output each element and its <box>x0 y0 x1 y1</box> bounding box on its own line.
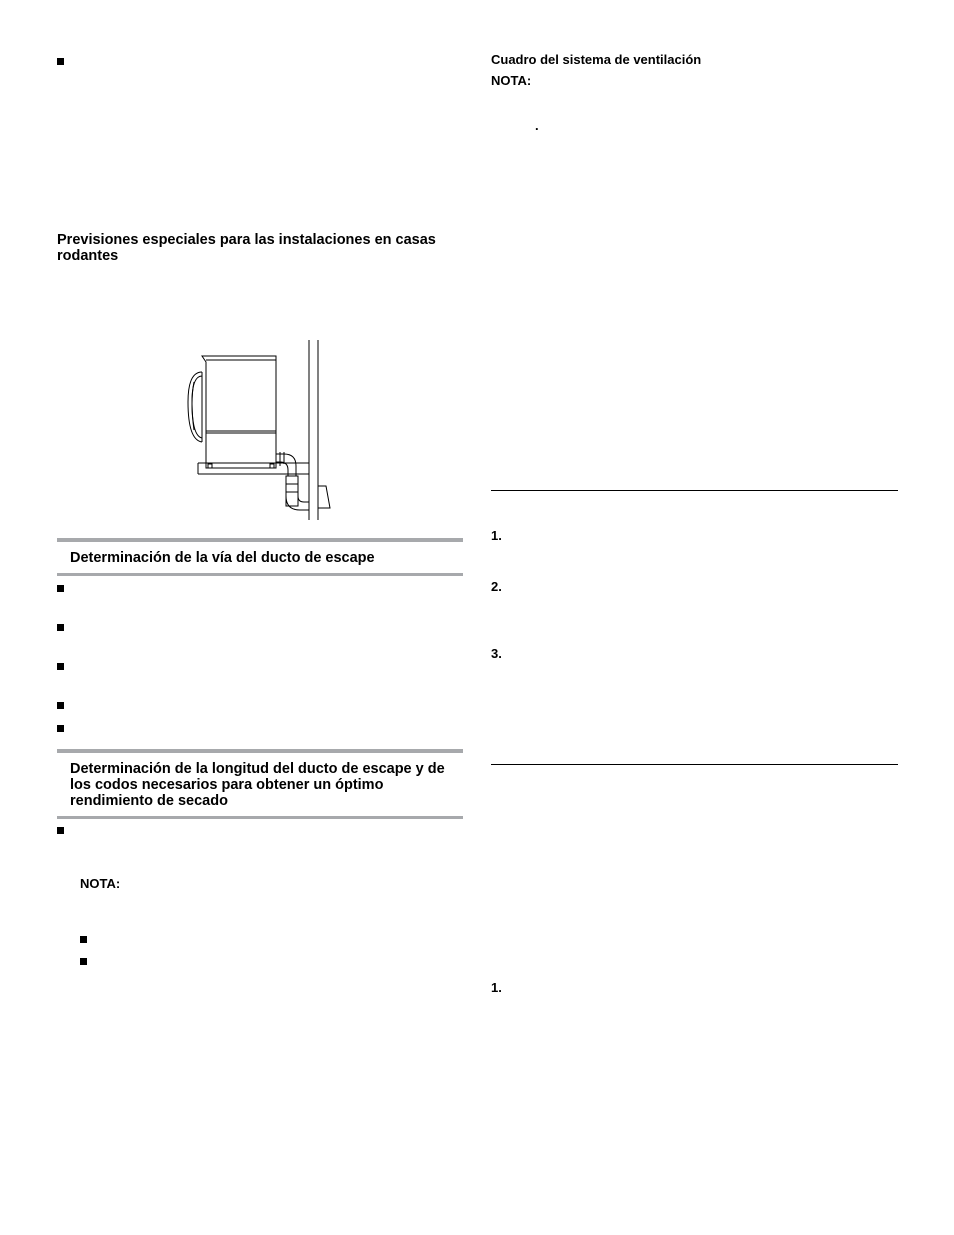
length-section-header <box>57 749 463 819</box>
mobile-home-heading: Previsiones especiales para las instalaciones en casas rodantes <box>57 232 436 264</box>
mobile-home-dryer-illustration <box>180 336 340 522</box>
step-number-2: 2. <box>491 579 502 594</box>
bullet-marker <box>57 702 64 709</box>
vent-chart-heading: Cuadro del sistema de ventilación <box>491 52 702 67</box>
route-section-header <box>57 538 463 576</box>
bullet-marker <box>57 827 64 834</box>
bullet-marker <box>80 936 87 943</box>
dot-mark: . <box>535 118 539 133</box>
divider-rule <box>491 490 898 491</box>
note-label-right: NOTA: <box>491 73 532 88</box>
route-section-title: Determinación de la vía del ducto de escape <box>70 550 375 566</box>
bullet-marker <box>57 58 64 65</box>
bullet-marker <box>57 624 64 631</box>
divider-rule <box>491 764 898 765</box>
step-number-1-second: 1. <box>491 980 502 995</box>
note-label-left: NOTA: <box>80 876 121 891</box>
step-number-1: 1. <box>491 528 502 543</box>
bullet-marker <box>57 585 64 592</box>
bullet-marker <box>80 958 87 965</box>
bullet-marker <box>57 663 64 670</box>
step-number-3: 3. <box>491 646 502 661</box>
length-section-title: Determinación de la longitud del ducto de escape y de los codos necesarios para obtener un óptimo rendimiento de secado <box>70 761 445 809</box>
bullet-marker <box>57 725 64 732</box>
